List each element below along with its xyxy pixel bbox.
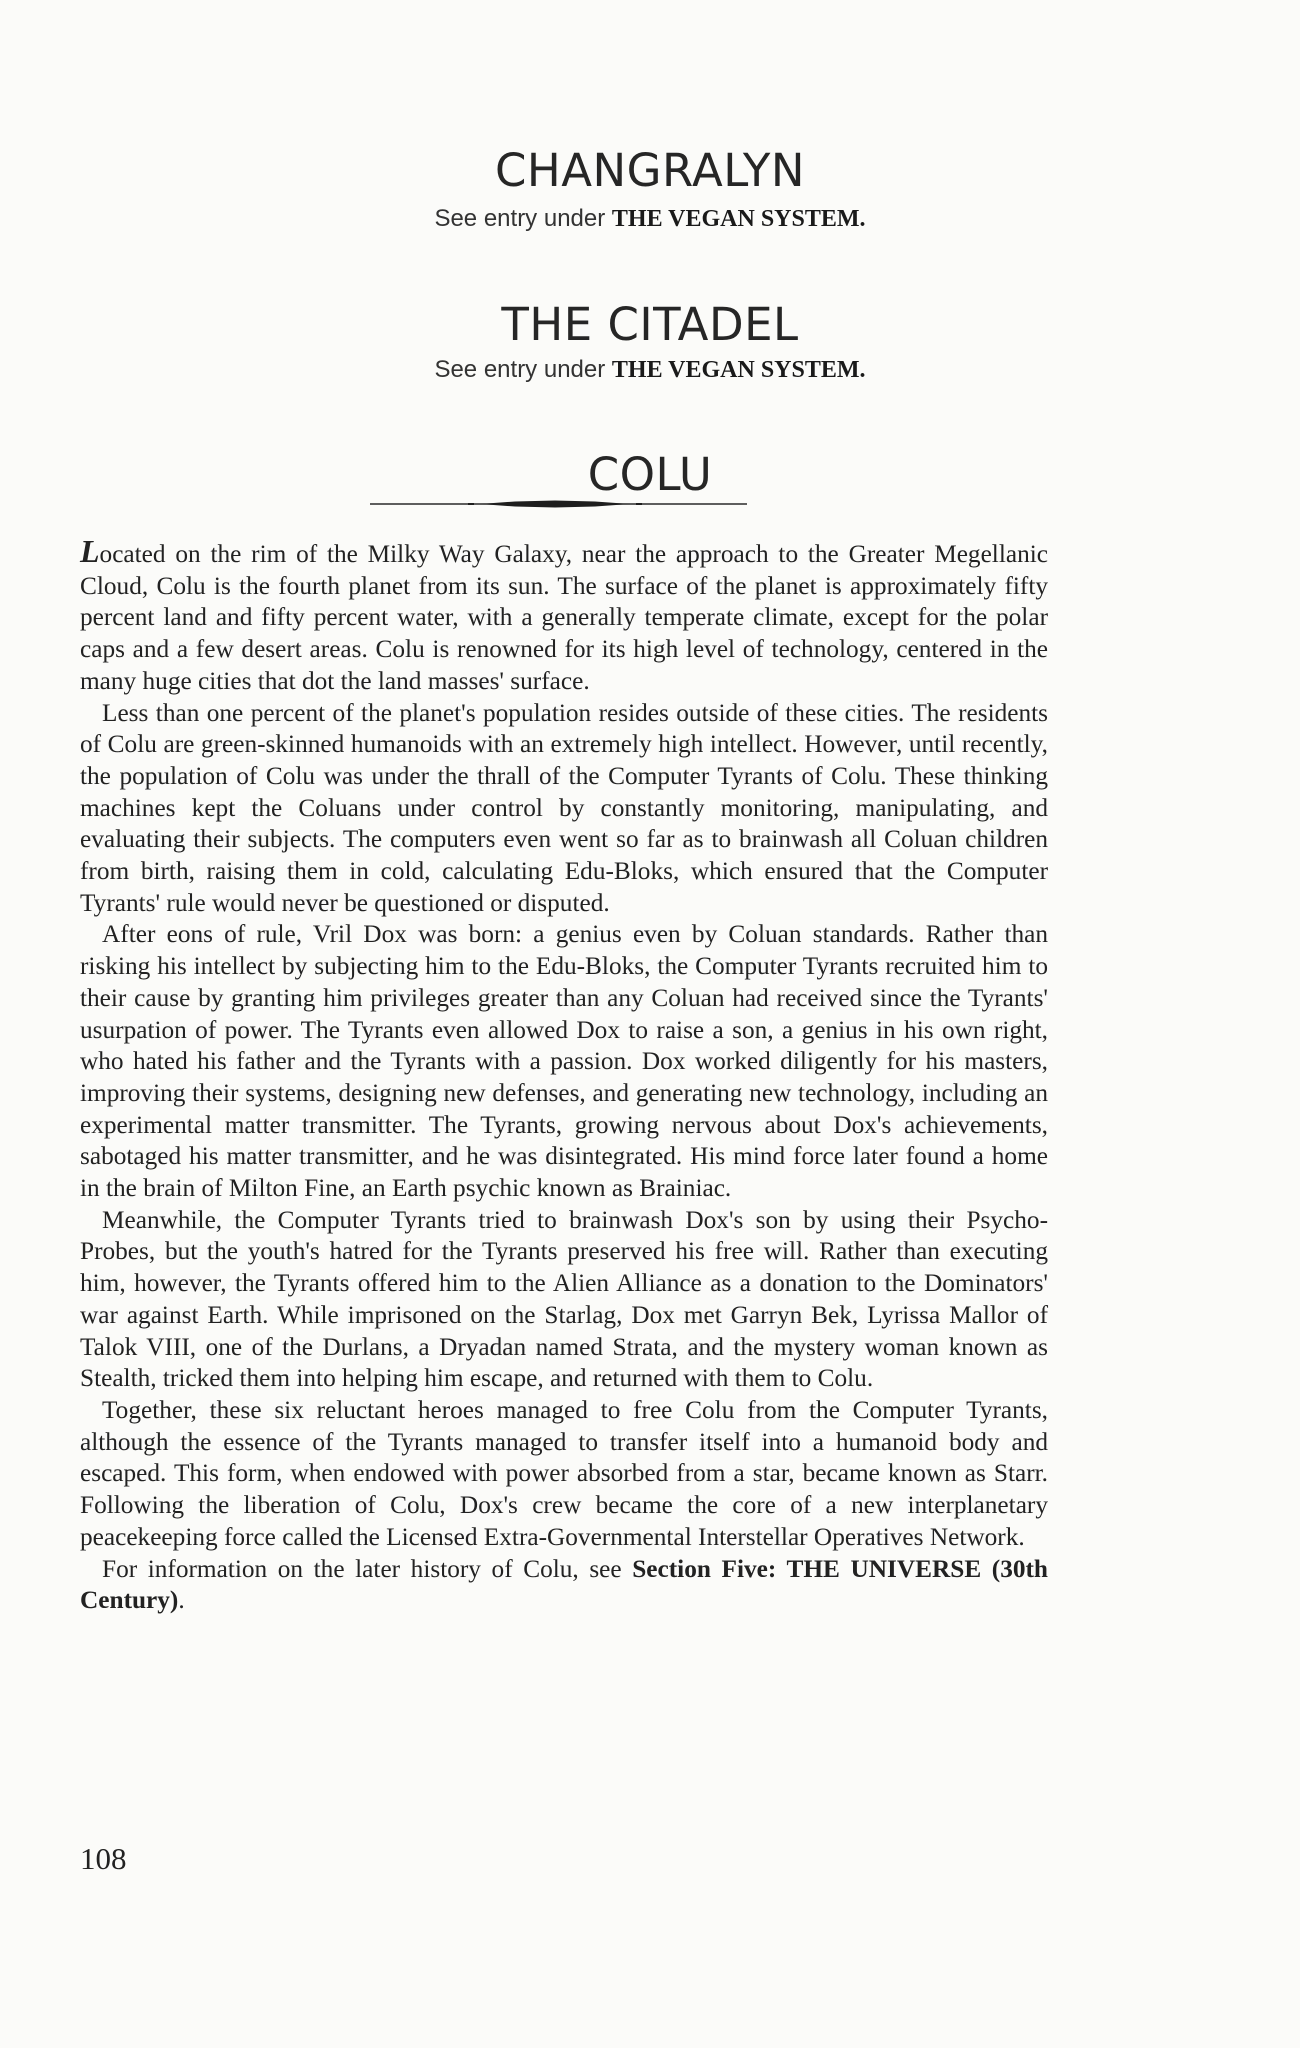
see-entry-prefix: See entry under — [434, 356, 612, 383]
paragraph-6-text: For information on the later history of Colu, see — [102, 1554, 633, 1583]
entry-title-changralyn: CHANGRALYN — [494, 144, 806, 197]
article-paragraph-2: Less than one percent of the planet's population resides outside of these cities. The residents of Colu are green-skinned humanoids with an extremely high intellect. However, until recently, the population of Colu was under the thrall of the Computer Tyrants of Colu. These thinking machines kept the Coluans under control by constantly monitoring, manipulating, and evaluating their subjects. The computers even went so far as to brainwash all Coluan children from birth, raising them in cold, calculating Edu-Bloks, which ensured that the Computer Tyrants' rule would never be questioned or disputed. — [80, 698, 1048, 917]
page-number: 108 — [80, 1841, 127, 1876]
see-entry-target: THE VEGAN SYSTEM. — [611, 206, 866, 232]
paragraph-6-end: . — [178, 1586, 185, 1615]
colu-article-body — [80, 533, 1049, 1617]
entry-title-the-citadel: THE CITADEL — [501, 298, 799, 351]
section-reference: Section Five: THE UNIVERSE (30th Century) — [80, 1554, 1049, 1615]
see-entry-changralyn — [0, 207, 1300, 231]
drop-cap-letter: L — [80, 533, 100, 569]
article-paragraph-6 — [80, 1554, 1048, 1617]
article-paragraph-3: After eons of rule, Vril Dox was born: a genius even by Coluan standards. Rather than risking his intellect by subjecting him to the Edu-Bloks, the Computer Tyrants recruited him to their cause by granting him privileges greater than any Coluan had received since the Tyrants' usurpation of power. The Tyrants even allowed Dox to raise a son, a genius in his own right, who hated his father and the Tyrants with a passion. Dox worked diligently for his masters, improving their systems, designing new defenses, and generating new technology, including an experimental matter transmitter. The Tyrants, growing nervous about Dox's achievements, sabotaged his matter transmitter, and he was disintegrated. His mind force later found a home in the brain of Milton Fine, an Earth psychic known as Brainiac. — [80, 920, 1048, 1203]
entry-title-colu: COLU — [587, 448, 713, 501]
article-paragraph-1 — [80, 533, 1048, 698]
paragraph-1-text: ocated on the rim of the Milky Way Galaxy, near the approach to the Greater Megellanic Cloud, Colu is the fourth planet from its sun. The surface of the planet is approximately fifty percent land and fifty percent water, with a generally temperate climate, except for the polar caps and a few desert areas. Colu is renowned for its high level of technology, centered in the many huge cities that dot the land masses' surface. — [80, 540, 1048, 695]
see-entry-the-citadel — [0, 358, 1300, 382]
decorative-divider-rule — [370, 500, 747, 508]
see-entry-prefix: See entry under — [434, 205, 612, 232]
article-paragraph-4: Meanwhile, the Computer Tyrants tried to brainwash Dox's son by using their Psycho-Probes, but the youth's hatred for the Tyrants preserved his free will. Rather than executing him, however, the Tyrants offered him to the Alien Alliance as a donation to the Dominators' war against Earth. While imprisoned on the Starlag, Dox met Garryn Bek, Lyrissa Mallor of Talok VIII, one of the Durlans, a Dryadan named Strata, and the mystery woman known as Stealth, tricked them into helping him escape, and returned with them to Colu. — [80, 1205, 1048, 1393]
see-entry-target: THE VEGAN SYSTEM. — [611, 357, 866, 383]
article-paragraph-5: Together, these six reluctant heroes managed to free Colu from the Computer Tyrants, although the essence of the Tyrants managed to transfer itself into a humanoid body and escaped. This form, when endowed with power absorbed from a star, became known as Starr. Following the liberation of Colu, Dox's crew became the core of a new interplanetary peacekeeping force called the Licensed Extra-Governmental Interstellar Operatives Network. — [80, 1395, 1048, 1551]
